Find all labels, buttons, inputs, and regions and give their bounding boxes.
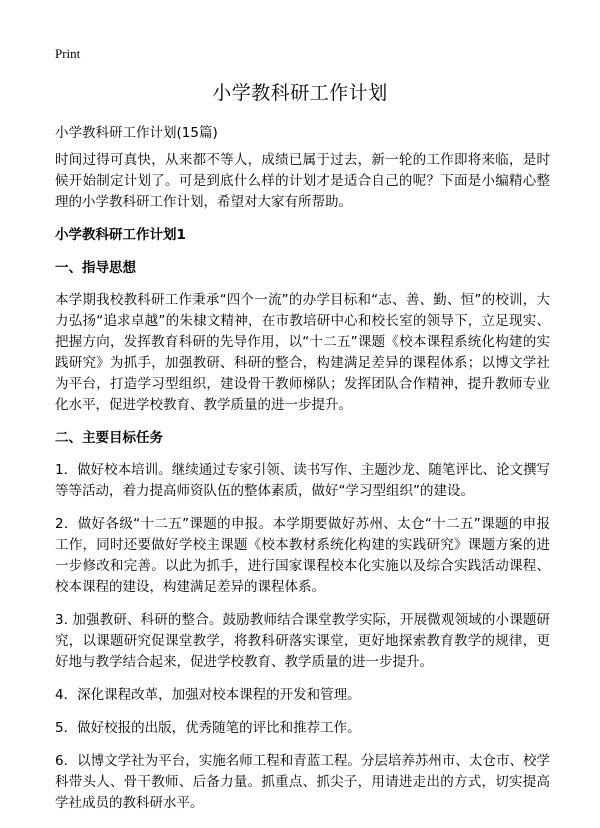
task-item-6: 6．以博文学社为平台，实施名师工程和青蓝工程。分层培养苏州市、太仓市、校学科带头人、骨干教师、后备力量。抓重点、抓尖子，用请进走出的方式，切实提高学社成员的教科研水平。 xyxy=(55,753,550,811)
page-title: 小学教科研工作计划 xyxy=(212,82,388,104)
intro-paragraph: 时间过得可真快，从来都不等人，成绩已属于过去，新一轮的工作即将来临，是时候开始制定计划了。可是到底什么样的计划才是适合自己的呢？下面是小编精心整理的小学教科研工作计划，希望对大家有所帮助。 xyxy=(55,152,550,210)
task-item-5: 5．做好校报的出版，优秀随笔的评比和推荐工作。 xyxy=(55,720,361,736)
task-item-4: 4．深化课程改革，加强对校本课程的开发和管理。 xyxy=(55,687,361,703)
section-title: 小学教科研工作计划1 xyxy=(55,227,186,243)
document-subtitle: 小学教科研工作计划(15篇) xyxy=(55,125,218,141)
task-item-2: 2．做好各级“十二五”课题的申报。本学期要做好苏州、太仓“十二五”课题的申报工作，同时还要做好学校主课题《校本教材系统化构建的实践研究》课题方案的进一步修改和完善。以此为抓手，进行国家课程校本化实施以及综合实践活动课程、校本课程的建设，构建满足差异的课程体系。 xyxy=(55,516,550,595)
tasks-heading: 二、主要目标任务 xyxy=(55,430,163,446)
document-content xyxy=(55,150,550,826)
task-item-3: 3. 加强教研、科研的整合。鼓励教师结合课堂教学实际，开展微观领域的小课题研究，以课题研究促课堂教学，将教科研落实课堂，更好地探索教育教学的规律，更好地与教学结合起来，促进学校教育、教学质量的进一步提升。 xyxy=(55,612,550,670)
print-link[interactable]: Print xyxy=(55,46,81,61)
guiding-paragraph: 本学期我校教科研工作秉承“四个一流”的办学目标和“志、善、勤、恒”的校训，大力弘扬“追求卓越”的朱棣文精神，在市教培研中心和校长室的领导下，立足现实、把握方向，发挥教育科研的先导作用，以“十二五”课题《校本课程系统化构建的实践研究》为抓手，加强教研、科研的整合，构建满足差异的课程体系；以博文学社为平台，打造学习型组织，建设骨干教师梯队；发挥团队合作精神，提升教师专业化水平，促进学校教育、教学质量的进一步提升。 xyxy=(55,292,550,413)
guiding-heading: 一、指导思想 xyxy=(55,260,136,276)
task-item-1: 1．做好校本培训。继续通过专家引领、读书写作、主题沙龙、随笔评比、论文撰写等等活动，着力提高师资队伍的整体素质，做好“学习型组织”的建设。 xyxy=(55,462,550,499)
